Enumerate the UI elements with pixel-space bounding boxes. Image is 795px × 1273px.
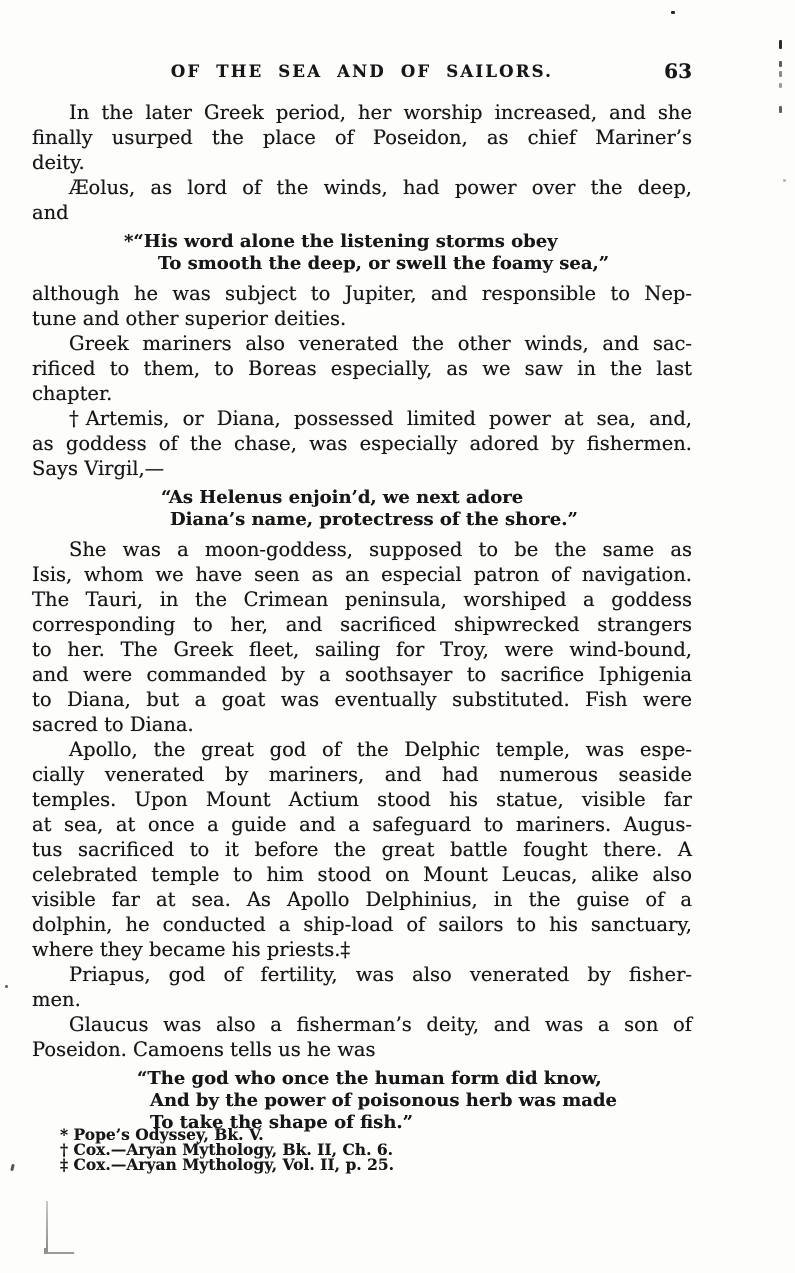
scan-edge-dash bbox=[779, 83, 782, 88]
text-line: Poseidon. Camoens tells us he was bbox=[32, 1038, 376, 1061]
running-header bbox=[32, 59, 692, 83]
text-line: dolphin, he conducted a ship-load of sailors to his sanctuary, bbox=[32, 913, 692, 936]
text-line: cially venerated by mariners, and had numerous seaside bbox=[32, 763, 692, 786]
page-number: 63 bbox=[664, 59, 692, 83]
text-line: and were commanded by a soothsayer to sacrifice Iphigenia bbox=[32, 663, 692, 686]
text-line: as goddess of the chase, was especially adored by fishermen. bbox=[32, 432, 692, 455]
text-line: Priapus, god of fertility, was also venerated by fisher- bbox=[69, 963, 692, 986]
scan-corner-bracket bbox=[46, 1201, 48, 1253]
text-line: tune and other superior deities. bbox=[32, 307, 347, 330]
paragraph bbox=[32, 175, 692, 225]
text-line: Isis, whom we have seen as an especial patron of navigation. bbox=[32, 563, 692, 586]
verse-quote bbox=[32, 487, 692, 531]
text-line: although he was subject to Jupiter, and responsible to Nep- bbox=[32, 282, 692, 305]
text-line: corresponding to her, and sacrificed shipwrecked strangers bbox=[32, 613, 692, 636]
scan-speck bbox=[671, 11, 675, 14]
verse-line: *“His word alone the listening storms obey bbox=[124, 231, 558, 252]
footnote: * Pope’s Odyssey, Bk. V. bbox=[60, 1125, 264, 1144]
paragraph bbox=[32, 406, 692, 481]
text-column bbox=[32, 100, 692, 1140]
text-line: Æolus, as lord of the winds, had power over the deep, bbox=[69, 176, 692, 199]
verse-line: Diana’s name, protectress of the shore.” bbox=[170, 509, 578, 530]
text-line: In the later Greek period, her worship increased, and she bbox=[69, 101, 692, 124]
verse-line: To take the shape of fish.” bbox=[150, 1112, 414, 1133]
scan-edge-dash bbox=[779, 71, 782, 77]
text-line: men. bbox=[32, 988, 81, 1011]
text-line: sacred to Diana. bbox=[32, 713, 194, 736]
text-line: The Tauri, in the Crimean peninsula, worshiped a goddess bbox=[32, 588, 692, 611]
verse-line: To smooth the deep, or swell the foamy sea,” bbox=[158, 253, 610, 274]
text-line: tus sacrificed to it before the great battle fought there. A bbox=[32, 838, 692, 861]
paragraph bbox=[32, 281, 692, 331]
text-line: finally usurped the place of Poseidon, as chief Mariner’s bbox=[32, 126, 692, 149]
running-header-title: OF THE SEA AND OF SAILORS. bbox=[170, 62, 554, 81]
paragraph bbox=[32, 737, 692, 962]
scan-edge-dash bbox=[779, 40, 782, 49]
paragraph bbox=[32, 962, 692, 1012]
text-line: She was a moon-goddess, supposed to be the same as bbox=[69, 538, 692, 561]
paragraph bbox=[32, 537, 692, 737]
text-line: visible far at sea. As Apollo Delphinius, in the guise of a bbox=[32, 888, 692, 911]
footnote: ‡ Cox.—Aryan Mythology, Vol. II, p. 25. bbox=[60, 1154, 395, 1174]
paragraph bbox=[32, 331, 692, 406]
scan-speck bbox=[5, 985, 8, 988]
footnotes bbox=[60, 1125, 680, 1174]
scan-edge-dash bbox=[779, 61, 782, 67]
text-line: to her. The Greek fleet, sailing for Troy, were wind-bound, bbox=[32, 638, 692, 661]
paragraph bbox=[32, 100, 692, 175]
text-line: †Artemis, or Diana, possessed limited power at sea, and, bbox=[69, 407, 692, 430]
text-line: Says Virgil,— bbox=[32, 457, 165, 480]
verse-quote bbox=[32, 231, 692, 275]
scan-corner-bracket bbox=[44, 1248, 47, 1254]
text-line: Apollo, the great god of the Delphic temple, was espe- bbox=[69, 738, 692, 761]
scan-speck bbox=[10, 1164, 15, 1172]
text-line: Greek mariners also venerated the other winds, and sac- bbox=[69, 332, 692, 355]
text-line: chapter. bbox=[32, 382, 113, 405]
text-line: deity. bbox=[32, 151, 85, 174]
verse-line: “The god who once the human form did know, bbox=[137, 1068, 602, 1089]
text-line: where they became his priests.‡ bbox=[32, 938, 351, 961]
text-line: rificed to them, to Boreas especially, as we saw in the last bbox=[32, 357, 692, 380]
footnote: † Cox.—Aryan Mythology, Bk. II, Ch. 6. bbox=[60, 1139, 394, 1159]
verse-line: And by the power of poisonous herb was made bbox=[150, 1090, 617, 1111]
scan-speck bbox=[783, 179, 786, 182]
scan-corner-bracket bbox=[46, 1252, 74, 1254]
verse-line: “As Helenus enjoin’d, we next adore bbox=[161, 487, 524, 508]
paragraph bbox=[32, 1012, 692, 1062]
text-line: celebrated temple to him stood on Mount Leucas, alike also bbox=[32, 863, 692, 886]
scan-edge-dash bbox=[779, 106, 782, 113]
text-line: Glaucus was also a fisherman’s deity, and was a son of bbox=[69, 1013, 692, 1036]
text-line: to Diana, but a goat was eventually substituted. Fish were bbox=[32, 688, 692, 711]
text-line: at sea, at once a guide and a safeguard to mariners. Augus- bbox=[32, 813, 692, 836]
text-line: and bbox=[32, 201, 69, 224]
text-line: temples. Upon Mount Actium stood his statue, visible far bbox=[32, 788, 692, 811]
